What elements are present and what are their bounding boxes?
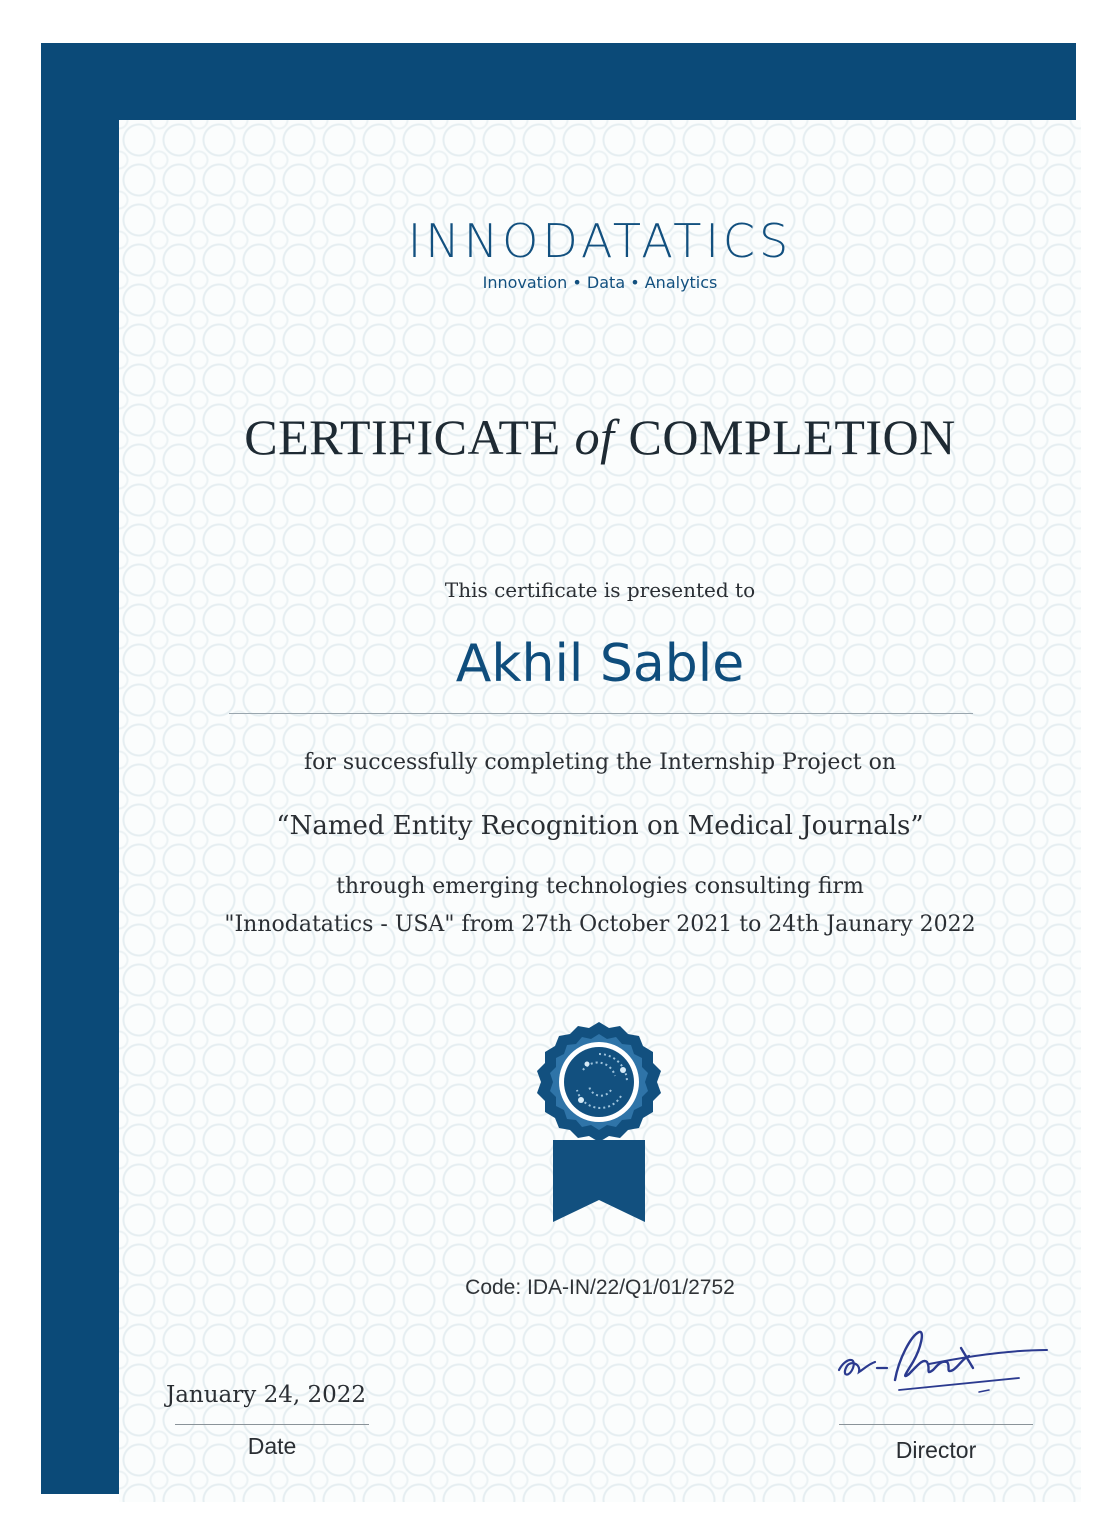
recipient-name: Akhil Sable — [455, 634, 745, 694]
presented-to-text: This certificate is presented to — [444, 578, 756, 602]
title-part-of: of — [574, 409, 615, 465]
title-part-completion: COMPLETION — [628, 409, 956, 465]
director-line — [839, 1424, 1033, 1425]
certificate-frame — [41, 43, 1076, 1494]
award-badge-icon — [523, 1020, 675, 1230]
logo-tagline: Innovation • Data • Analytics — [482, 273, 718, 292]
name-underline — [229, 713, 973, 714]
logo-wordmark: INNODATATICS — [407, 214, 793, 268]
through-text: through emerging technologies consulting firm — [336, 874, 864, 899]
certificate-title — [119, 408, 1081, 466]
date-label: Date — [247, 1433, 297, 1459]
certificate-code: Code: IDA-IN/22/Q1/01/2752 — [465, 1276, 735, 1299]
reason-text: for successfully completing the Internship Project on — [303, 750, 897, 775]
title-part-certificate: CERTIFICATE — [244, 409, 561, 465]
firm-period-text: "Innodatatics - USA" from 27th October 2021 to 24th Jaunary 2022 — [224, 912, 976, 937]
date-line — [175, 1424, 369, 1425]
certificate-paper — [119, 120, 1081, 1502]
project-title: “Named Entity Recognition on Medical Journals” — [276, 811, 924, 841]
director-label: Director — [895, 1437, 977, 1463]
date-value: January 24, 2022 — [166, 1382, 366, 1408]
director-signature — [829, 1318, 1049, 1408]
